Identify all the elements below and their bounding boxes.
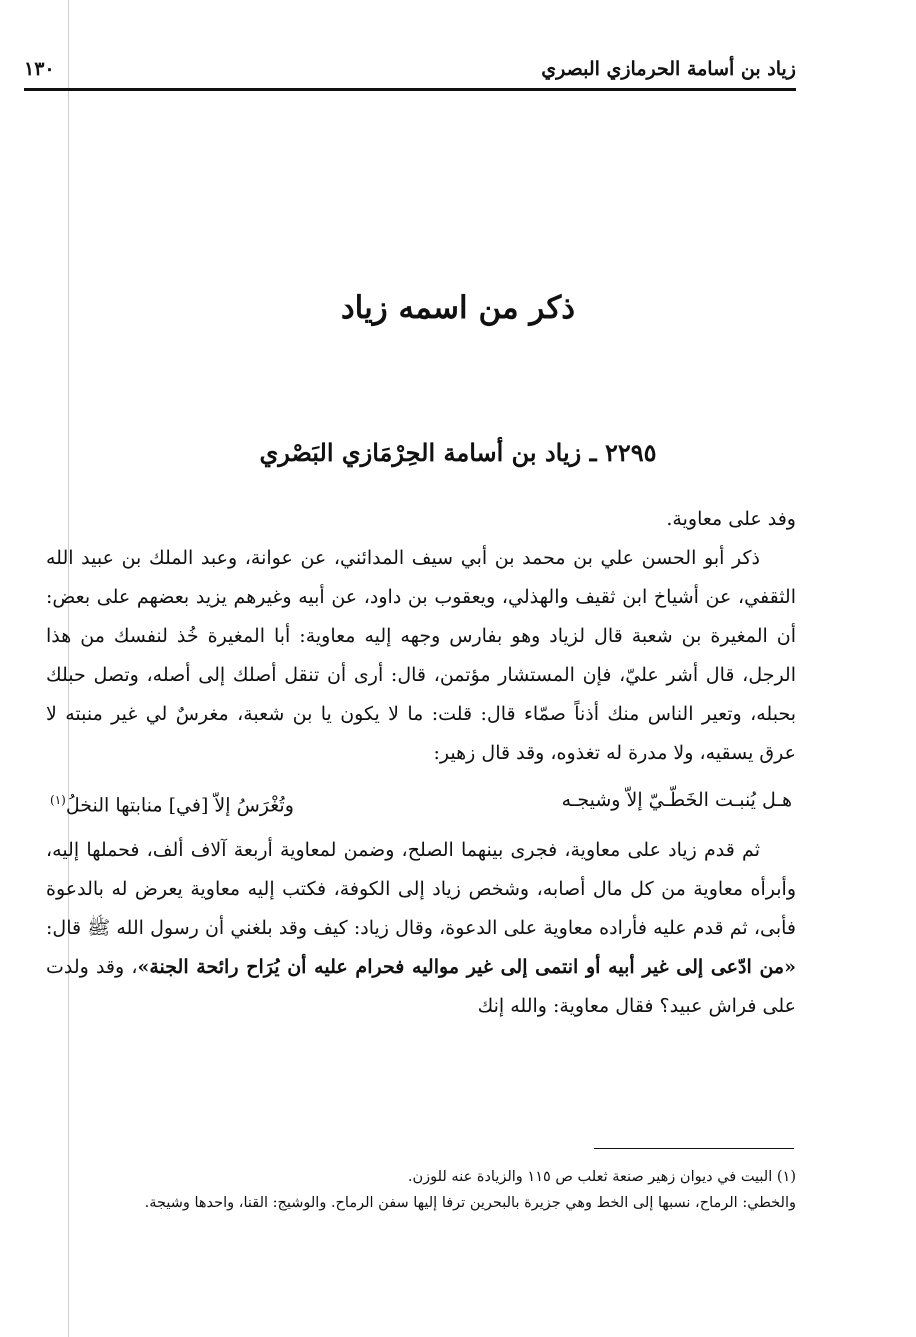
footnote-marker: (١) xyxy=(50,793,66,807)
footnotes xyxy=(46,1164,796,1216)
footnote-1-continuation: والخطي: الرماح، نسبها إلى الخط وهي جزيرة بالبحرين ترفا إليها سفن الرماح. والوشيج: القنا، واحدها وشيجة. xyxy=(144,1195,796,1211)
paragraph-2: ذكر أبو الحسن علي بن محمد بن أبي سيف المدائني، عن عوانة، وعبد الملك بن عبيد الله الثقفي، عن أشياخ ابن ثقيف والهذلي، ويعقوب بن داود، عن أبيه وغيرهم يزيد بعضهم على بعض: أن المغيرة بن شعبة قال لزياد وهو بفارس وجهه إليه معاوية: أبا المغيرة خُذ لنفسك من هذا الرجل، قال أشر عليّ، فإن المستشار مؤتمن، قال: أرى أن تنقل أصلك إلى أصله، وتصل حبلك بحبله، وتعير الناس منك أذناً صمّاء قال: قلت: ما لا يكون يا بن شعبة، مغرسٌ لي غير منبته لا عرق يسقيه، ولا مدرة له تغذوه، وقد قال زهير: xyxy=(46,547,796,764)
verse-second-hemistich-text: وتُغْرَسُ إلاّ [في] منابتها النخلُ xyxy=(65,794,294,817)
footnote-separator xyxy=(594,1148,794,1149)
running-header xyxy=(24,52,796,88)
paragraph-3-text: ثم قدم زياد على معاوية، فجرى بينهما الصلح، وضمن لمعاوية أربعة آلاف ألف، فحملها إليه، وأبرأه معاوية من كل مال أصابه، وشخص زياد إلى الكوفة، فكتب إليه معاوية يعرض له بالدعوة فأبى، ثم قدم عليه فأراده معاوية على الدعوة، وقال زياد: كيف وقد بلغني أن رسول الله ﷺ قال: xyxy=(46,839,796,940)
header-title: زياد بن أسامة الحرمازي البصري xyxy=(541,58,796,80)
paragraph-1: وفد على معاوية. xyxy=(666,508,796,530)
verse-second-hemistich xyxy=(50,781,294,825)
body-text xyxy=(46,500,796,1026)
entry-title: ٢٢٩٥ ـ زياد بن أسامة الحِرْمَازي البَصْري xyxy=(259,438,657,467)
verse-first-hemistich: هـل يُنبـت الخَطّـيّ إلاّ وشيجـه xyxy=(561,789,792,811)
hadith-quote: «من ادّعى إلى غير أبيه أو انتمى إلى غير مواليه فحرام عليه أن يُرَاح رائحة الجنة» xyxy=(137,956,796,979)
page-number: ١٣٠ xyxy=(24,58,55,80)
paragraph-3 xyxy=(46,831,796,1026)
paragraph-3-continuation: ، وقد ولدت على فراش عبيد؟ فقال معاوية: والله إنك xyxy=(46,956,796,1018)
section-title: ذكر من اسمه زياد xyxy=(340,290,576,326)
poetry-verse xyxy=(46,781,796,825)
footnote-1: (١) البيت في ديوان زهير صنعة ثعلب ص ١١٥ والزيادة عنه للوزن. xyxy=(407,1169,796,1185)
header-rule xyxy=(24,88,796,91)
